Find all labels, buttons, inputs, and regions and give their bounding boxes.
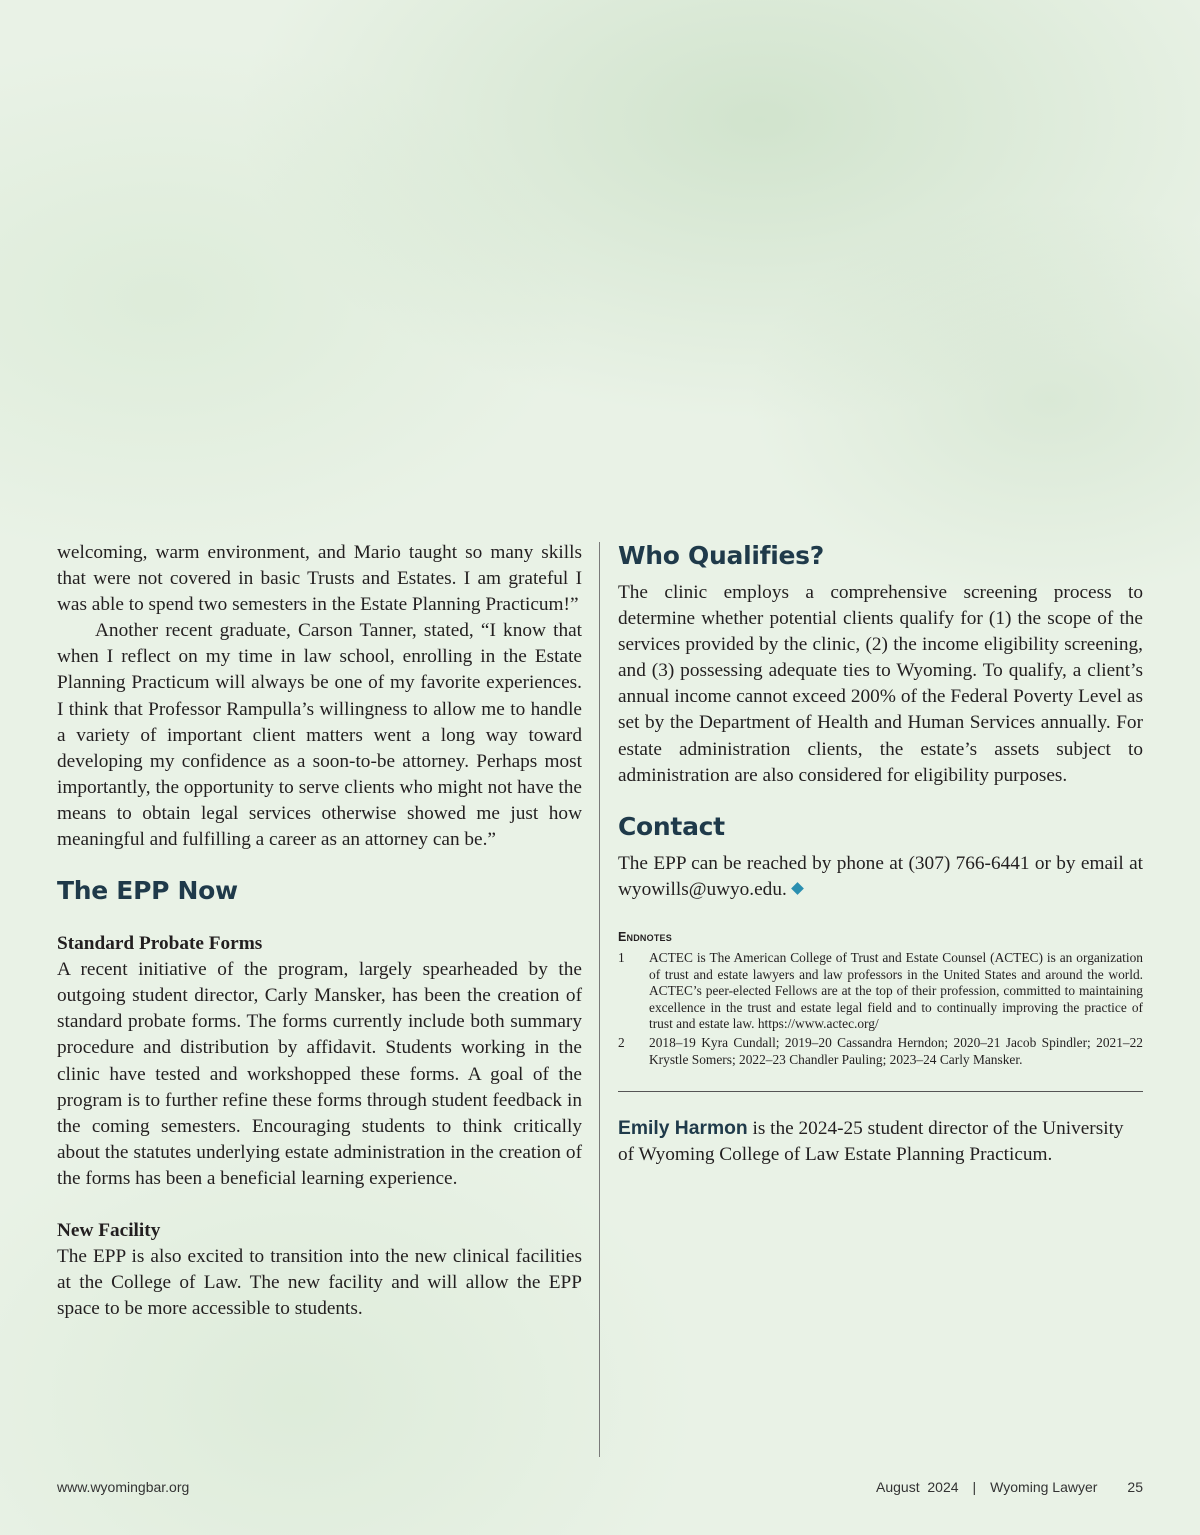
contact-heading: Contact <box>618 811 725 841</box>
bio-divider <box>618 1091 1143 1092</box>
new-facility-paragraph: The EPP is also excited to transition into the new clinical facilities at the College of Law. The new facility and will allow the EPP space to be more accessible to students. <box>57 1245 582 1320</box>
endnote-number: 1 <box>618 949 625 965</box>
new-facility-subheading: New Facility <box>57 1219 161 1241</box>
endnote-text: ACTEC is The American College of Trust and Estate Counsel (ACTEC) is an organization of trust and estate lawyers and law professors in the United States and around the world. ACTEC’s peer-elected Fellows are at the top of their profession, committed to maintaining excellence in the trust and estate legal field and to continually improving the practice of trust and estate law. https://www.actec.org/ <box>649 949 1143 1032</box>
endnote-text: 2018–19 Kyra Cundall; 2019–20 Cassandra Herndon; 2020–21 Jacob Spindler; 2021–22 Krystle Somers; 2022–23 Chandler Pauling; 2023–24 Carly Mansker. <box>649 1034 1143 1067</box>
who-qualifies-paragraph: The clinic employs a comprehensive screening process to determine whether potential clients qualify for (1) the scope of the services provided by the clinic, (2) the income eligibility screening, and (3) possessing adequate ties to Wyoming. To qualify, a client’s annual income cannot exceed 200% of the Federal Poverty Level as set by the Department of Health and Human Services annually. For estate administration clients, the estate’s assets subject to administration are also considered for eligibility purposes. <box>618 582 1143 786</box>
endnote-number: 2 <box>618 1034 625 1050</box>
footer-date: August 2024 <box>876 1479 959 1495</box>
author-name: Emily Harmon <box>618 1118 748 1140</box>
epp-now-heading: The EPP Now <box>57 876 238 906</box>
column-divider <box>599 542 600 1457</box>
author-bio-text: is the 2024-25 student director of the University of Wyoming College of Law Estate Planning Practicum. <box>618 1118 1124 1166</box>
carryover-paragraph: welcoming, warm environment, and Mario taught so many skills that were not covered in basic Trusts and Estates. I am grateful I was able to spend two semesters in the Estate Planning Practicum!” <box>57 542 582 616</box>
who-qualifies-heading: Who Qualifies? <box>618 541 824 570</box>
endnote-item <box>618 1035 1143 1068</box>
left-column <box>57 540 582 1322</box>
footer-issue-info <box>876 1479 1143 1495</box>
endnotes-title: Endnotes <box>618 929 672 944</box>
footer-website: www.wyomingbar.org <box>57 1479 190 1495</box>
page-number: 25 <box>1127 1479 1143 1495</box>
footer-publication: Wyoming Lawyer <box>990 1479 1098 1495</box>
end-mark-diamond-icon <box>791 882 804 895</box>
right-column <box>618 540 1143 1168</box>
carson-tanner-quote-paragraph: Another recent graduate, Carson Tanner, stated, “I know that when I reflect on my time in law school, enrolling in the Estate Planning Practicum will always be one of my favorite experiences. I think that Professor Rampulla’s willingness to allow me to handle a variety of important client matters went a long way toward developing my confidence as a soon-to-be attorney. Perhaps most importantly, the opportunity to serve clients who might not have the means to obtain legal services otherwise showed me just how meaningful and fulfilling a career as an attorney can be.” <box>57 620 582 851</box>
endnote-item <box>618 950 1143 1033</box>
standard-probate-forms-subheading: Standard Probate Forms <box>57 933 263 955</box>
standard-probate-forms-paragraph: A recent initiative of the program, largely spearheaded by the outgoing student director, Carly Mansker, has been the creation of standard probate forms. The forms currently include both summary procedure and distribution by affidavit. Students working in the clinic have tested and workshopped these forms. A goal of the program is to further refine these forms through student feedback in the coming semesters. Encouraging students to think critically about the statutes underlying estate administration in the creation of the forms has been a beneficial learning experience. <box>57 959 582 1189</box>
contact-text: The EPP can be reached by phone at (307) 766-6441 or by email at wyowills@uwyo.edu. <box>618 852 1143 900</box>
footer-separator: | <box>972 1479 977 1495</box>
author-bio <box>618 1116 1143 1168</box>
contact-paragraph <box>618 851 1143 903</box>
